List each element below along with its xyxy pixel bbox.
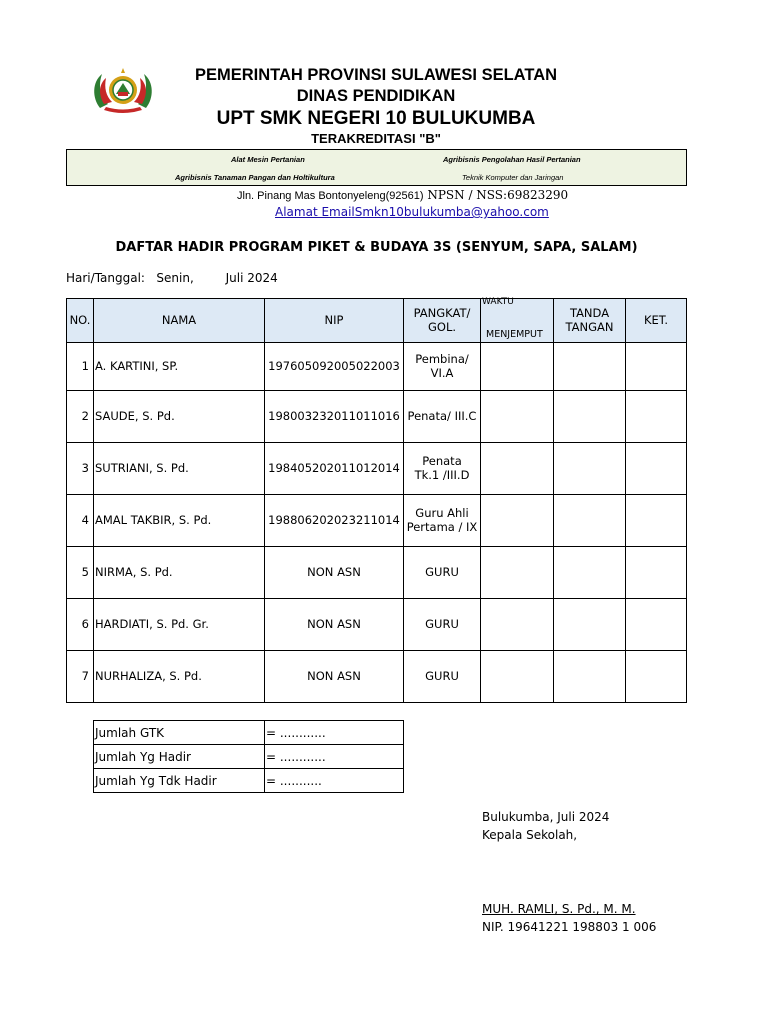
cell-ket[interactable] (626, 495, 687, 547)
header-school-name: UPT SMK NEGERI 10 BULUKUMBA (216, 108, 536, 129)
date-line (66, 271, 278, 285)
cell-tanda-tangan[interactable] (554, 547, 626, 599)
date-day: Senin, (156, 271, 194, 285)
signature-position: Kepala Sekolah, (482, 828, 578, 842)
summary-row (94, 745, 404, 769)
cell-ket[interactable] (626, 547, 687, 599)
col-header-waktu-line1: WAKTU (482, 297, 514, 307)
pangkat-line2: VI.A (430, 365, 454, 380)
header-government: PEMERINTAH PROVINSI SULAWESI SELATAN (194, 66, 558, 84)
cell-waktu[interactable] (481, 547, 554, 599)
cell-nip: NON ASN (265, 651, 404, 703)
table-row (67, 443, 687, 495)
cell-pangkat (404, 343, 481, 391)
cell-pangkat: Penata/ III.C (404, 391, 481, 443)
study-programs-box (66, 149, 687, 186)
pangkat-line2: Tk.1 /III.D (414, 467, 470, 482)
cell-waktu[interactable] (481, 651, 554, 703)
program-item: Agribisnis Pengolahan Hasil Pertanian (443, 155, 581, 164)
cell-nama: SAUDE, S. Pd. (94, 391, 265, 443)
school-email-link[interactable]: Alamat EmailSmkn10bulukumba@yahoo.com (275, 205, 549, 219)
provincial-emblem-logo (90, 64, 156, 116)
col-header-waktu-line2: MENJEMPUT (486, 329, 543, 341)
cell-no: 3 (67, 443, 94, 495)
table-row (67, 391, 687, 443)
summary-row (94, 721, 404, 745)
table-row (67, 599, 687, 651)
cell-tanda-tangan[interactable] (554, 495, 626, 547)
cell-nip: 198806202023211014 (265, 495, 404, 547)
col-header-pangkat-line2: GOL. (427, 319, 457, 334)
cell-no: 5 (67, 547, 94, 599)
attendance-table (66, 298, 687, 703)
date-label: Hari/Tanggal: (66, 271, 145, 285)
col-header-no: NO. (67, 299, 94, 343)
cell-tanda-tangan[interactable] (554, 391, 626, 443)
signature-nip: NIP. 19641221 198803 1 006 (482, 920, 657, 934)
document-title: DAFTAR HADIR PROGRAM PIKET & BUDAYA 3S (SENYUM, SAPA, SALAM) (115, 240, 638, 255)
summary-value[interactable]: = ............ (265, 721, 404, 745)
col-header-tanda-line1: TANDA (569, 306, 610, 321)
cell-tanda-tangan[interactable] (554, 599, 626, 651)
signature-name: MUH. RAMLI, S. Pd., M. M. (482, 902, 636, 916)
cell-nip: 198003232011011016 (265, 391, 404, 443)
table-row (67, 651, 687, 703)
cell-ket[interactable] (626, 651, 687, 703)
cell-nama: AMAL TAKBIR, S. Pd. (94, 495, 265, 547)
cell-no: 6 (67, 599, 94, 651)
cell-tanda-tangan[interactable] (554, 343, 626, 391)
program-item: Teknik Komputer dan Jaringan (462, 173, 564, 182)
cell-ket[interactable] (626, 391, 687, 443)
col-header-tanda-tangan (554, 299, 626, 343)
cell-pangkat (404, 495, 481, 547)
cell-no: 4 (67, 495, 94, 547)
signature-place-date: Bulukumba, Juli 2024 (482, 810, 610, 824)
cell-pangkat: GURU (404, 599, 481, 651)
summary-row (94, 769, 404, 793)
table-row (67, 547, 687, 599)
address-street: Jln. Pinang Mas Bontonyeleng(92561) (237, 190, 424, 202)
summary-value[interactable]: = ........... (265, 769, 404, 793)
cell-nama: NURHALIZA, S. Pd. (94, 651, 265, 703)
cell-ket[interactable] (626, 599, 687, 651)
summary-value[interactable]: = ............ (265, 745, 404, 769)
pangkat-line2: Pertama / IX (406, 519, 478, 534)
cell-pangkat (404, 443, 481, 495)
cell-no: 1 (67, 343, 94, 391)
pangkat-line1: Penata (422, 454, 462, 469)
cell-pangkat: GURU (404, 547, 481, 599)
summary-label: Jumlah Yg Hadir (94, 745, 265, 769)
cell-waktu[interactable] (481, 343, 554, 391)
cell-nip: 198405202011012014 (265, 443, 404, 495)
school-address (237, 188, 568, 202)
pangkat-line1: Guru Ahli (415, 506, 469, 521)
col-header-nama: NAMA (94, 299, 265, 343)
cell-nip: NON ASN (265, 599, 404, 651)
col-header-pangkat (404, 299, 481, 343)
header-accreditation: TERAKREDITASI "B" (311, 131, 441, 146)
col-header-nip: NIP (265, 299, 404, 343)
col-header-tanda-line2: TANGAN (565, 319, 614, 334)
cell-tanda-tangan[interactable] (554, 651, 626, 703)
date-month-year: Juli 2024 (225, 271, 278, 285)
header-department: DINAS PENDIDIKAN (296, 87, 456, 105)
summary-label: Jumlah Yg Tdk Hadir (94, 769, 265, 793)
cell-ket[interactable] (626, 343, 687, 391)
program-item: Alat Mesin Pertanian (231, 155, 305, 164)
cell-nama: SUTRIANI, S. Pd. (94, 443, 265, 495)
col-header-waktu (481, 299, 554, 343)
table-row (67, 343, 687, 391)
program-item: Agribisnis Tanaman Pangan dan Holtikultura (175, 173, 335, 182)
cell-nama: NIRMA, S. Pd. (94, 547, 265, 599)
table-header-row (67, 299, 687, 343)
summary-label: Jumlah GTK (94, 721, 265, 745)
cell-pangkat: GURU (404, 651, 481, 703)
col-header-pangkat-line1: PANGKAT/ (413, 306, 471, 321)
cell-waktu[interactable] (481, 391, 554, 443)
cell-ket[interactable] (626, 443, 687, 495)
cell-waktu[interactable] (481, 443, 554, 495)
cell-waktu[interactable] (481, 599, 554, 651)
pangkat-line1: Pembina/ (415, 352, 469, 367)
cell-no: 2 (67, 391, 94, 443)
summary-table (93, 720, 404, 793)
cell-nama: HARDIATI, S. Pd. Gr. (94, 599, 265, 651)
cell-no: 7 (67, 651, 94, 703)
cell-tanda-tangan[interactable] (554, 443, 626, 495)
cell-nip: NON ASN (265, 547, 404, 599)
cell-waktu[interactable] (481, 495, 554, 547)
cell-nama: A. KARTINI, SP. (94, 343, 265, 391)
address-npsn: NPSN / NSS:69823290 (423, 188, 569, 202)
col-header-ket: KET. (626, 299, 687, 343)
cell-nip: 197605092005022003 (265, 343, 404, 391)
table-row (67, 495, 687, 547)
